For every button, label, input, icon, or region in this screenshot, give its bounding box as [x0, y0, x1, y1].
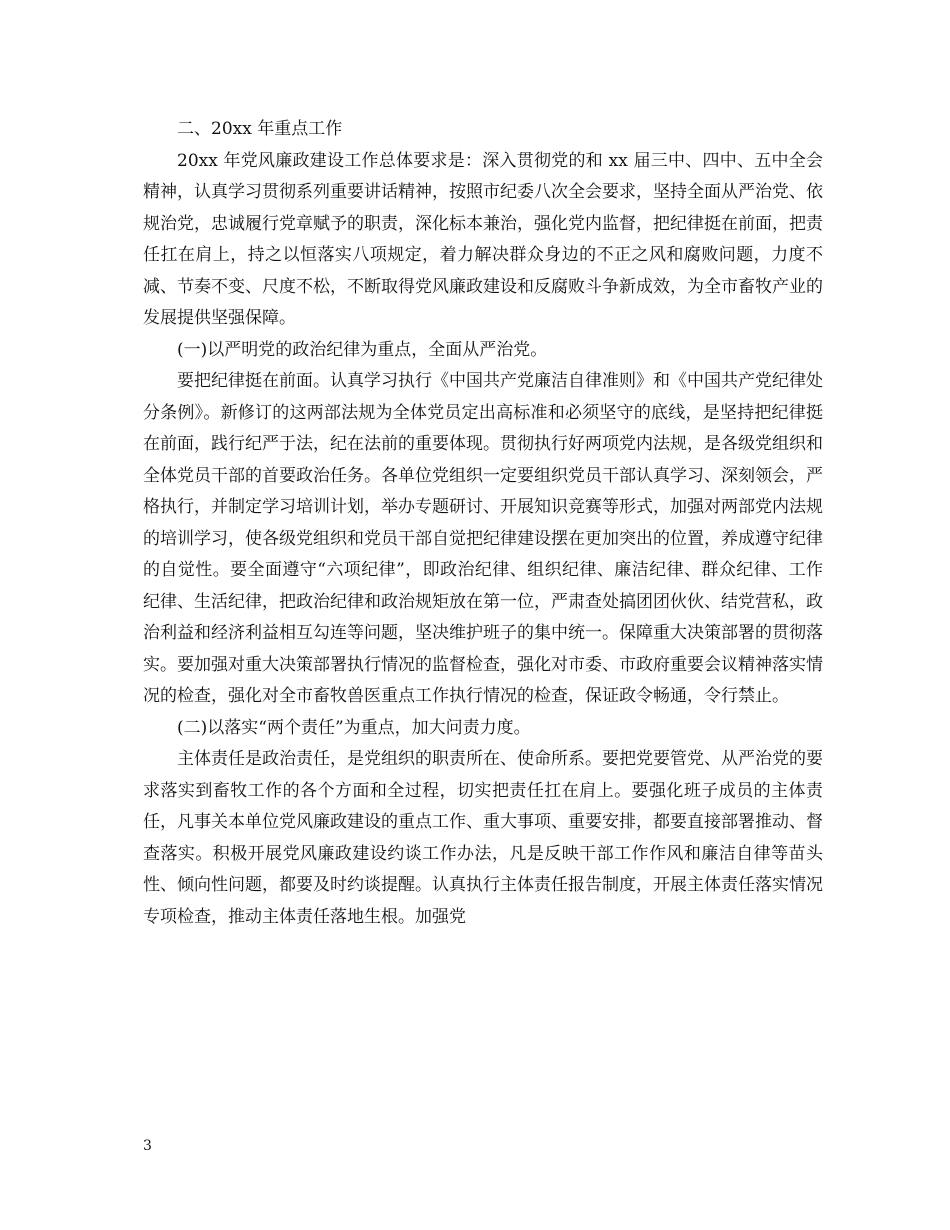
page-number: 3: [143, 1138, 152, 1154]
paragraph-general-requirements: 20xx 年党风廉政建设工作总体要求是：深入贯彻党的和 xx 届三中、四中、五中全会精神，认真学习贯彻系列重要讲话精神，按照市纪委八次全会要求，坚持全面从严治党、依规治党，忠诚履行党章赋予的职责，深化标本兼治，强化党内监督，把纪律挺在前面，把责任扛在肩上，持之以恒落实八项规定，着力解决群众身边的不正之风和腐败问题，力度不减、节奏不变、尺度不松，不断取得党风廉政建设和反腐败斗争新成效，为全市畜牧产业的发展提供坚强保障。: [143, 150, 823, 328]
subheading-political-discipline: (一)以严明党的政治纪律为重点，全面从严治党。: [177, 339, 548, 360]
document-body: [143, 114, 823, 933]
subheading-two-responsibilities: (二)以落实“两个责任”为重点，加大问责力度。: [177, 717, 531, 738]
paragraph-discipline-first: 要把纪律挺在前面。认真学习执行《中国共产党廉洁自律准则》和《中国共产党纪律处分条例》。新修订的这两部法规为全体党员定出高标准和必须坚守的底线，是坚持把纪律挺在前面，践行纪严于法，纪在法前的重要体现。贯彻执行好两项党内法规，是各级党组织和全体党员干部的首要政治任务。各单位党组织一定要组织党员干部认真学习、深刻领会，严格执行，并制定学习培训计划，举办专题研讨、开展知识竞赛等形式，加强对两部党内法规的培训学习，使各级党组织和党员干部自觉把纪律建设摆在更加突出的位置，养成遵守纪律的自觉性。要全面遵守“六项纪律”，即政治纪律、组织纪律、廉洁纪律、群众纪律、工作纪律、生活纪律，把政治纪律和政治规矩放在第一位，严肃查处搞团团伙伙、结党营私，政治利益和经济利益相互勾连等问题，坚决维护班子的集中统一。保障重大决策部署的贯彻落实。要加强对重大决策部署执行情况的监督检查，强化对市委、市政府重要会议精神落实情况的检查，强化对全市畜牧兽医重点工作执行情况的检查，保证政令畅通，令行禁止。: [143, 371, 823, 706]
paragraph-main-responsibility: 主体责任是政治责任，是党组织的职责所在、使命所系。要把党要管党、从严治党的要求落实到畜牧工作的各个方面和全过程，切实把责任扛在肩上。要强化班子成员的主体责任，凡事关本单位党风廉政建设的重点工作、重大事项、重要安排，都要直接部署推动、督查落实。积极开展党风廉政建设约谈工作办法，凡是反映干部工作作风和廉洁自律等苗头性、倾向性问题，都要及时约谈提醒。认真执行主体责任报告制度，开展主体责任落实情况专项检查，推动主体责任落地生根。加强党: [143, 749, 823, 927]
section-heading: 二、20xx 年重点工作: [177, 119, 343, 139]
